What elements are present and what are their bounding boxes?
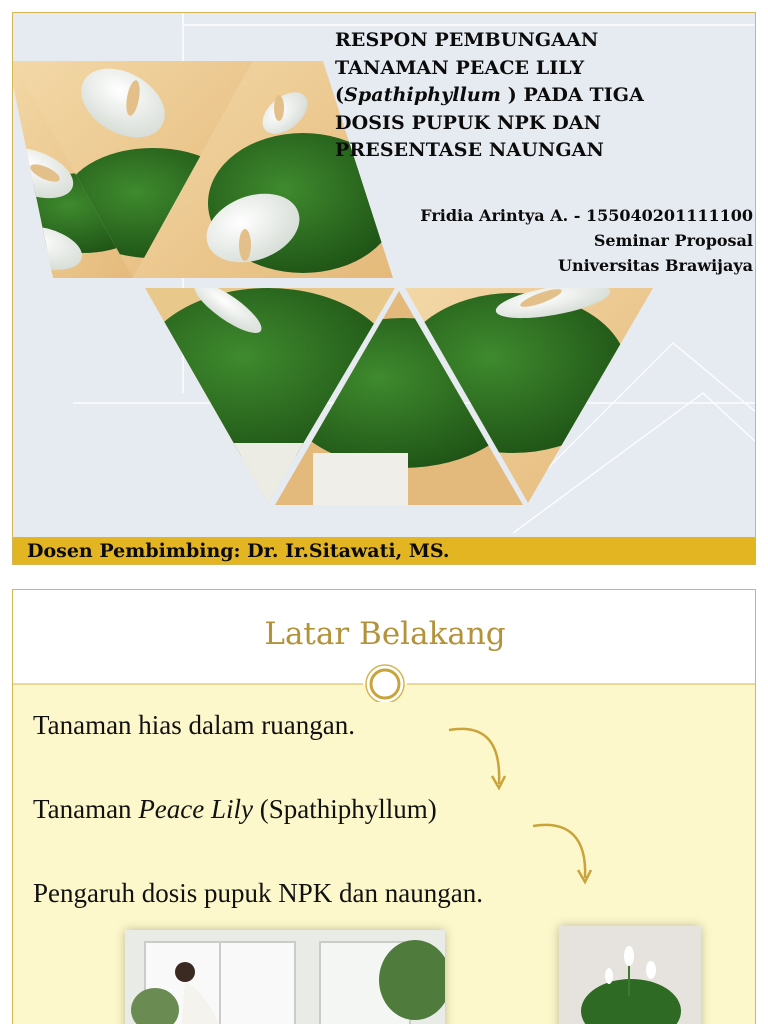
ring-ornament-icon [13,662,756,702]
author-name-id: Fridia Arintya A. - 155040201111100 [420,206,753,225]
slide-title: Latar Belakang [264,616,506,652]
university-name: Universitas Brawijaya [558,256,753,275]
bullet-2-italic: Peace Lily [138,794,254,824]
background-slide [12,589,756,1024]
advisor-text: Dosen Pembimbing: Dr. Ir.Sitawati, MS. [27,540,450,562]
bullet-2-pre: Tanaman [33,794,139,824]
curved-arrow-icon [529,818,599,888]
curved-arrow-icon [445,722,515,794]
event-name: Seminar Proposal [593,231,753,250]
title-scientific-name: Spathiphyllum [344,84,502,106]
author-block [333,203,753,278]
title-paren-open: ( [335,84,345,106]
title-line-1: RESPON PEMBUNGAAN [335,29,599,51]
advisor-bar [13,537,756,565]
bullet-item-2 [33,794,437,825]
bullet-2-post: (Spathiphyllum) [253,794,437,824]
bullet-item-1: Tanaman hias dalam ruangan. [33,710,355,740]
title-slide [12,12,756,565]
peace-lily-pot-photo [559,926,701,1024]
title-line-2: TANAMAN PEACE LILY [335,56,585,79]
indoor-room-photo [125,930,445,1024]
bullet-item-3: Pengaruh dosis pupuk NPK dan naungan. [33,878,483,908]
title-line-3-rest: ) PADA TIGA [501,84,644,106]
title-line-5: PRESENTASE NAUNGAN [335,139,604,161]
presentation-title [335,27,755,165]
title-line-4: DOSIS PUPUK NPK DAN [335,111,602,134]
title-line-3 [335,82,755,110]
